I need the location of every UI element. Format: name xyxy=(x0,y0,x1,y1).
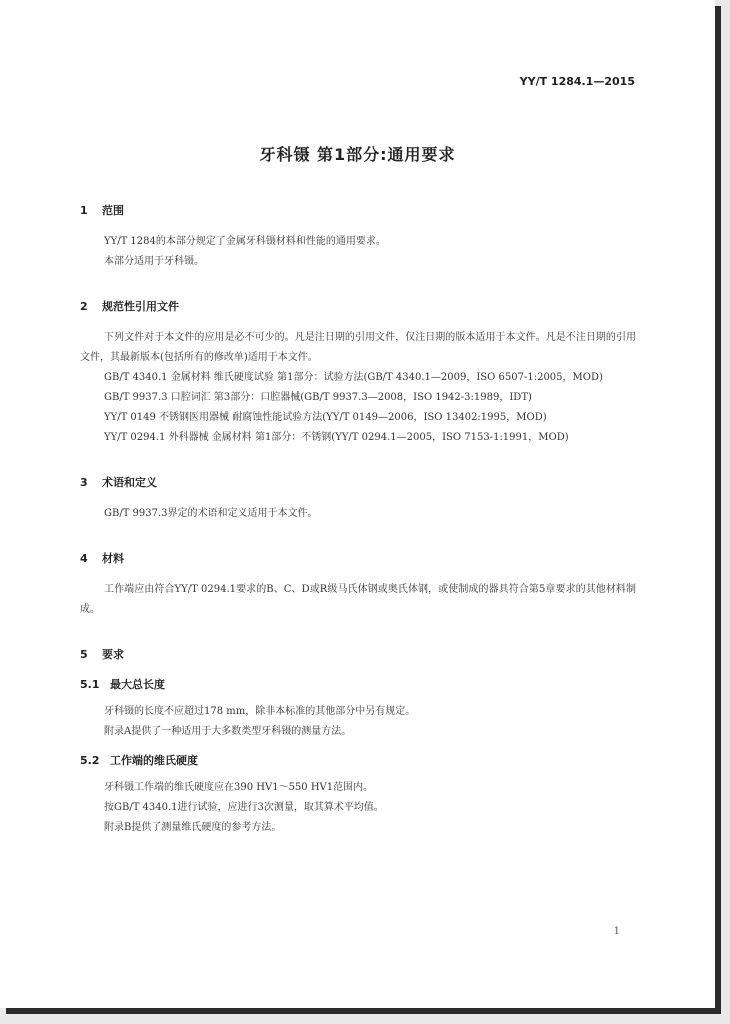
reference-item: GB/T 9937.3 口腔词汇 第3部分：口腔器械(GB/T 9937.3—2008，ISO 1942-3:1989，IDT) xyxy=(104,392,532,403)
section-title: 材料 xyxy=(102,552,124,565)
reference-item: YY/T 0149 不锈钢医用器械 耐腐蚀性能试验方法(YY/T 0149—2006，ISO 13402:1995，MOD) xyxy=(104,412,547,423)
subsection-title: 工作端的维氏硬度 xyxy=(110,754,198,767)
section-heading-materials xyxy=(80,550,636,566)
page-number: 1 xyxy=(613,926,620,937)
paragraph: 下列文件对于本文件的应用是必不可少的。凡是注日期的引用文件，仅注日期的版本适用于本文件。凡是不注日期的引用文件，其最新版本(包括所有的修改单)适用于本文件。 xyxy=(80,332,636,363)
subsection-title: 最大总长度 xyxy=(110,678,165,691)
paragraph: 工作端应由符合YY/T 0294.1要求的B、C、D或R级马氏体钢或奥氏体钢，或使制成的器具符合第5章要求的其他材料制成。 xyxy=(80,584,636,615)
subsection-number: 5.1 xyxy=(80,678,100,691)
section-heading-scope xyxy=(80,202,636,218)
section-heading-terms xyxy=(80,474,636,490)
section-number: 3 xyxy=(80,476,88,489)
reference-item: YY/T 0294.1 外科器械 金属材料 第1部分：不锈钢(YY/T 0294.1—2005，ISO 7153-1:1991，MOD) xyxy=(104,432,569,443)
subsection-heading-max-length xyxy=(80,676,636,692)
subsection-number: 5.2 xyxy=(80,754,100,767)
section-number: 4 xyxy=(80,552,88,565)
paragraph: 本部分适用于牙科镊。 xyxy=(104,256,204,267)
paragraph: 按GB/T 4340.1进行试验，应进行3次测量，取其算术平均值。 xyxy=(104,802,384,813)
section-heading-normative-references xyxy=(80,298,636,314)
section-title: 术语和定义 xyxy=(102,476,157,489)
paragraph: 附录A提供了一种适用于大多数类型牙科镊的测量方法。 xyxy=(104,726,352,737)
document-body xyxy=(80,202,636,838)
section-title: 范围 xyxy=(102,204,124,217)
section-title: 规范性引用文件 xyxy=(102,300,179,313)
paragraph: 附录B提供了测量维氏硬度的参考方法。 xyxy=(104,822,282,833)
document-title: 牙科镊 第1部分:通用要求 xyxy=(259,145,456,164)
paragraph: YY/T 1284的本部分规定了金属牙科镊材料和性能的通用要求。 xyxy=(104,236,386,247)
reference-item: GB/T 4340.1 金属材料 维氏硬度试验 第1部分：试验方法(GB/T 4340.1—2009，ISO 6507-1:2005，MOD) xyxy=(104,372,603,383)
subsection-heading-vickers-hardness xyxy=(80,752,636,768)
standard-code: YY/T 1284.1—2015 xyxy=(519,75,635,88)
paragraph: GB/T 9937.3界定的术语和定义适用于本文件。 xyxy=(104,508,318,519)
section-heading-requirements xyxy=(80,646,636,662)
paragraph: 牙科镊工作端的维氏硬度应在390 HV1～550 HV1范围内。 xyxy=(104,782,374,793)
section-title: 要求 xyxy=(102,648,124,661)
paragraph: 牙科镊的长度不应超过178 mm，除非本标准的其他部分中另有规定。 xyxy=(104,706,416,717)
section-number: 1 xyxy=(80,204,88,217)
section-number: 2 xyxy=(80,300,88,313)
section-number: 5 xyxy=(80,648,88,661)
